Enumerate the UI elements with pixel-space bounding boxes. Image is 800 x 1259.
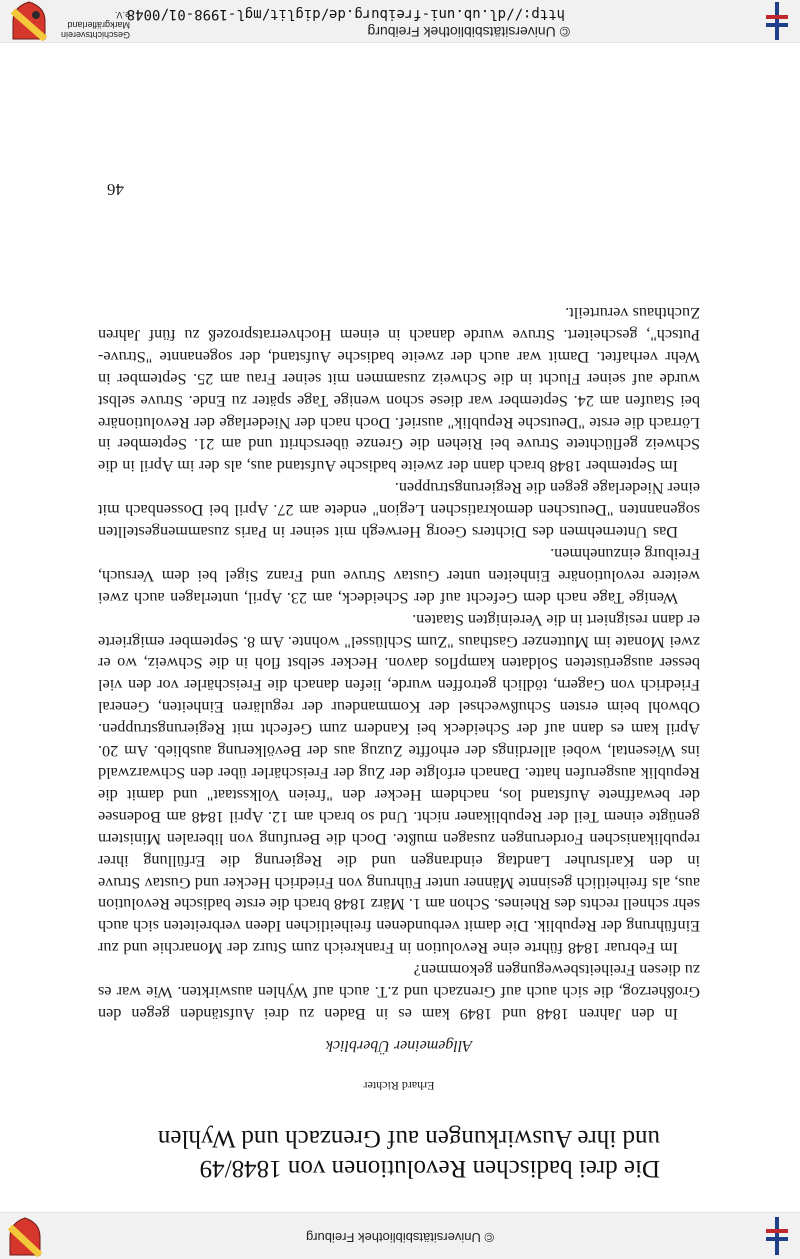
- page-number: 46: [107, 180, 124, 199]
- paragraph: Wenige Tage nach dem Gefecht auf der Scheideck, am 23. April, unterlagen auch zwei weitere revolutionäre Einheiten unter Gustav Struve und Franz Sigel bei dem Versuch, Freiburg einzunehmen.: [98, 544, 700, 607]
- article: [98, 301, 700, 1183]
- paragraph: Das Unternehmen des Dichters Georg Herwegh mit seiner in Paris zusammengestellten sogenannten "Deutschen demokratischen Legion" endete am 27. April bei Dossenbach mit einer Niederlage gegen die Regierungstruppen.: [98, 479, 700, 542]
- society-name-line-2: Markgräflerland e.V.: [67, 10, 130, 30]
- society-name-line-1: Geschichtsverein: [60, 30, 130, 40]
- society-crest-icon: [8, 1217, 42, 1257]
- title-line-2: und ihre Auswirkungen auf Grenzach und Wyhlen: [157, 1125, 660, 1152]
- copyright-text: © Universitätsbibliothek Freiburg: [367, 24, 570, 40]
- paragraph: Im Februar 1848 führte eine Revolution in Frankreich zum Sturz der Monarchie und zur Einführung der Republik. Die damit verbundenen freiheitlichen Ideen verbreiteten sich auch sehr schnell rechts des Rheines. Schon am 1. März 1848 brach die erste badische Revolution aus, als freiheitlich gesinnte Männer unter Führung von Friedrich Hecker und Gustav Struve in den Karlsruher Landtag eindrangen und die Regierung die Erfüllung ihrer republikanischen Forderungen zusagen mußte. Doch die Berufung von liberalen Ministern genügte einem Teil der Republikaner nicht. Und so brach am 12. April 1848 am Bodensee der bewaffnete Aufstand los, nachdem Hecker den "freien Volksstaat" und damit die Republik ausgerufen hatte. Danach erfolgte der Zug der Freischärler über den Schwarzwald ins Wiesental, wobei allerdings der erhoffte Zuzug aus der Bevölkerung ausblieb. Am 20. April kam es dann auf der Scheideck bei Kandern zum Gefecht mit Regierungstruppen. Obwohl beim ersten Schußwechsel der Kommandeur der regulären Einheiten, General Friedrich von Gagern, tödlich getroffen wurde, liefen danach die Freischärler vor den viel besser ausgerüsteten Soldaten kampflos davon. Hecker selbst floh in die Schweiz, wo er zwei Monate im Muttenzer Gasthaus "Zum Schlüssel" wohnte. Am 8. September emigrierte er dann resigniert in die Vereinigten Staaten.: [98, 610, 700, 958]
- ub-freiburg-logo-icon: [766, 2, 788, 40]
- viewer-bottom-bar: [0, 0, 800, 43]
- author-name: Erhard Richter: [363, 1079, 435, 1093]
- copyright-text-top: © Universitätsbibliothek Freiburg: [305, 1230, 495, 1245]
- document-url-link[interactable]: http://dl.ub.uni-freiburg.de/diglit/mgl-1998-01/0048: [126, 6, 565, 22]
- article-title: [98, 1123, 660, 1183]
- society-crest-icon: [10, 1, 48, 41]
- section-subtitle: Allgemeiner Überblick: [325, 1037, 473, 1054]
- ub-freiburg-logo-icon: [766, 1217, 788, 1255]
- paragraph: In den Jahren 1848 und 1849 kam es in Baden zu drei Aufständen gegen den Großherzog, die sich auch auf Grenzach und z.T. auch auf Wyhlen auswirkten. Wie war es zu diesen Freiheitsbewegungen gekommen?: [98, 961, 700, 1023]
- society-name: [50, 10, 130, 40]
- viewer-top-bar: [0, 1212, 800, 1259]
- paragraph: Im September 1848 brach dann der zweite badische Aufstand aus, als der im April in die Schweiz geflüchtete Struve bei Riehen die Grenze überschritt und am 21. September in Lörrach die erste "Deutsche Republik" ausrief. Doch nach der Niederlage der Revolutionäre bei Staufen am 24. September war diese schon wenige Tage später zu Ende. Struve selbst wurde auf seiner Flucht in die Schweiz zusammen mit seiner Frau am 25. September in Wehr verhaftet. Damit war auch der zweite badische Aufstand, der sogenannte "Struve-Putsch", gescheitert. Struve wurde danach in einem Hochverratsprozeß zu fünf Jahren Zuchthaus verurteilt.: [98, 304, 700, 476]
- title-line-1: Die drei badischen Revolutionen von 1848/49: [199, 1155, 660, 1182]
